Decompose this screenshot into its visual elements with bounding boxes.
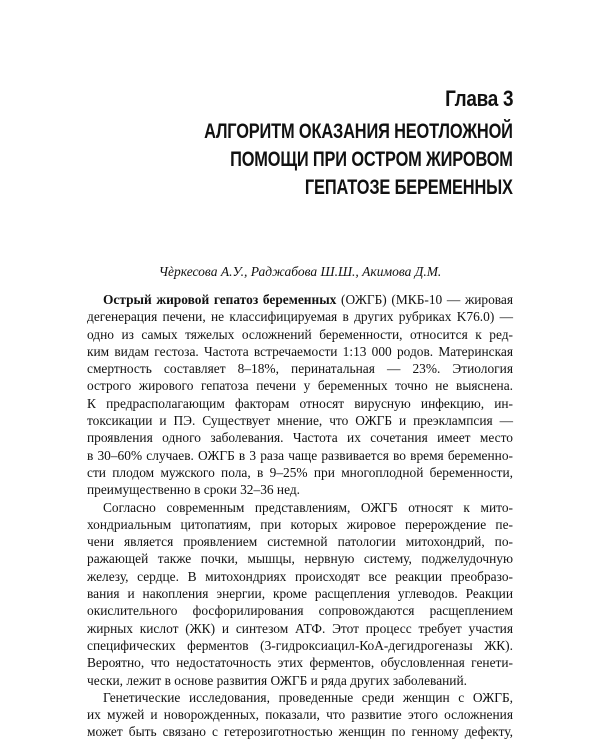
paragraph-1-line: острого жирового гепатоза печени у беременных точно не выяснена. [87, 378, 513, 394]
book-page [87, 0, 513, 750]
paragraph-3-line: может быть связано с гетерозиготностью женщин по генному дефекту, [87, 724, 513, 740]
paragraph-1-line: смертность составляет 8–18%, перинатальная — 23%. Этиология [87, 361, 513, 377]
paragraph-1-line: в 30–60% случаев. ОЖГБ в 3 раза чаще развивается во время беременно- [87, 447, 513, 463]
paragraph-3-line: их мужей и новорожденных, показали, что развитие этого осложнения [87, 707, 513, 723]
paragraph-2-line: Вероятно, что недостаточность этих ферментов, обусловленная генети- [87, 655, 513, 671]
lead-term: Острый жировой гепатоз беременных [103, 292, 337, 307]
body-text [87, 291, 513, 741]
paragraph-1-line: ким видам гестоза. Частота встречаемости 1:13 000 родов. Материнская [87, 343, 513, 359]
paragraph-1-line [87, 291, 513, 308]
paragraph-2-line: вания и накопления энергии, кроме расщепления углеводов. Реакции [87, 586, 513, 602]
paragraph-2-line: хондриальным цитопатиям, при которых жировое перерождение пе- [87, 516, 513, 532]
paragraph-2-line: ражающей также почки, мышцы, нервную систему, поджелудочную [87, 551, 513, 567]
chapter-number: Глава 3 [444, 86, 513, 111]
authors-line: Чèркесова А.У., Раджабова Ш.Ш., Акимова Д.М. [158, 264, 442, 279]
chapter-title-line: ГЕПАТОЗЕ БЕРЕМЕННЫХ [305, 176, 513, 199]
paragraph-1-line: проявления одного заболевания. Частота их сочетания имеет место [87, 430, 513, 446]
chapter-title [117, 118, 513, 202]
chapter-title-line: ПОМОЩИ ПРИ ОСТРОМ ЖИРОВОМ [230, 148, 513, 171]
chapter-title-line: АЛГОРИТМ ОКАЗАНИЯ НЕОТЛОЖНОЙ [204, 120, 513, 143]
paragraph-2-line: жирных кислот (ЖК) и синтезом АТФ. Этот процесс требует участия [87, 620, 513, 636]
paragraph-2-line: чени является проявлением системной патологии митохондрий, по- [87, 534, 513, 550]
paragraph-1-line: преимущественно в сроки 32–36 нед. [87, 482, 301, 498]
paragraph-3-line: Генетические исследования, проведенные среди женщин с ОЖГБ, [103, 689, 513, 705]
paragraph-1-line: одно из самых тяжелых осложнений беременности, относится к ред- [87, 326, 513, 342]
paragraph-2-line: железу, сердце. В митохондриях происходят все реакции преобразо- [87, 568, 513, 584]
paragraph-2-line: чески, лежит в основе развития ОЖГБ и ряда других заболеваний. [87, 672, 467, 688]
paragraph-2-line: специфических ферментов (3-гидроксиацил-КоА-дегидрогеназы ЖК). [87, 637, 513, 653]
paragraph-1-line: К предрасполагающим факторам относят вирусную инфекцию, ин- [87, 395, 513, 411]
paragraph-1-line: сти плодом мужского пола, в 9–25% при многоплодной беременности, [87, 464, 513, 480]
lead-rest: (ОЖГБ) (МКБ-10 — жировая [336, 292, 514, 307]
paragraph-2-line: окислительного фосфорилирования сопровождаются расщеплением [87, 603, 513, 619]
paragraph-1-line: дегенерация печени, не классифицируемая в других рубриках K76.0) — [87, 309, 513, 325]
paragraph-1-line: токсикации и ПЭ. Существует мнение, что ОЖГБ и преэклампсия — [87, 413, 513, 429]
paragraph-2-line: Согласно современным представлениям, ОЖГБ относят к мито- [103, 499, 513, 515]
